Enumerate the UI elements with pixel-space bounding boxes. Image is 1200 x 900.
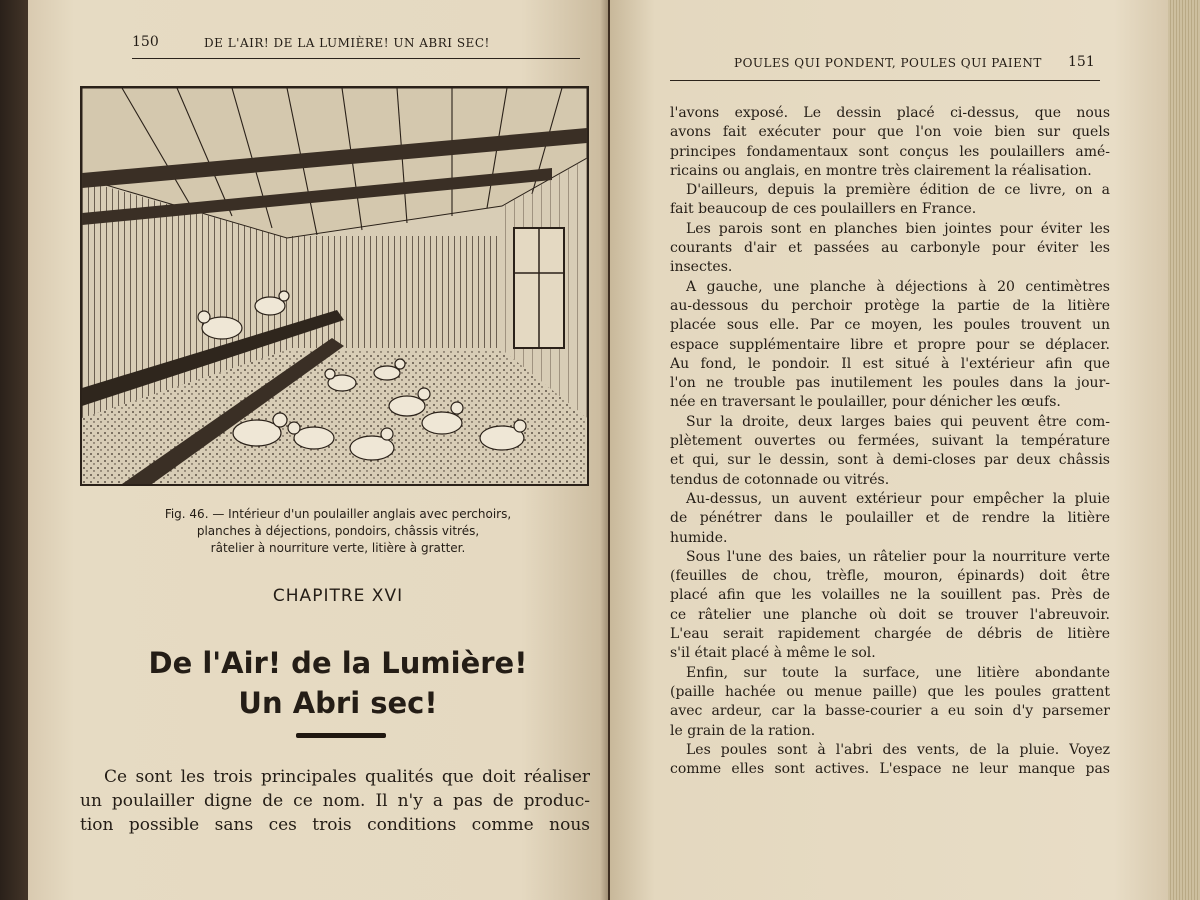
text-line: principes fondamentaux sont conçus les poulaillers amé- xyxy=(670,143,1110,160)
text-line: courants d'air et passées au carbonyle pour éviter les xyxy=(670,240,1110,257)
right-page xyxy=(610,0,1170,900)
text-line: ce râtelier une planche où doit se trouver l'abreuvoir. xyxy=(670,606,1110,623)
text-line: humide. xyxy=(670,529,728,546)
text-line: fait beaucoup de ces poulaillers en France. xyxy=(670,201,977,218)
text-line: Ce sont les trois principales qualités que doit réaliser xyxy=(104,767,590,787)
text-line: ricains ou anglais, en montre très clairement la réalisation. xyxy=(670,162,1092,179)
chapter-label: CHAPITRE XVI xyxy=(272,586,404,606)
text-line: un poulailler digne de ce nom. Il n'y a pas de produc- xyxy=(80,791,590,811)
text-line: l'avons exposé. Le dessin placé ci-dessus, que nous xyxy=(670,105,1110,121)
caption-line: planches à déjections, pondoirs, châssis vitrés, xyxy=(196,524,480,538)
text-line: Les poules sont à l'abri des vents, de la pluie. Voyez xyxy=(686,741,1110,758)
text-line: plètement ouvertes ou fermées, suivant la température xyxy=(670,433,1110,450)
text-line: de pénétrer dans le poulailler et de rendre la litière xyxy=(670,510,1110,527)
title-line: Un Abri sec! xyxy=(238,686,438,720)
text-line: Sur la droite, deux larges baies qui peuvent être com- xyxy=(686,413,1110,430)
henhouse-illustration xyxy=(82,88,587,484)
left-page xyxy=(28,0,608,900)
text-line: insectes. xyxy=(670,259,733,276)
text-line: avons fait exécuter pour que l'on voie bien sur quels xyxy=(670,124,1110,141)
caption-line: Fig. 46. — Intérieur d'un poulailler anglais avec perchoirs, xyxy=(164,507,512,521)
body-text-right xyxy=(670,104,1110,779)
ornamental-rule xyxy=(296,733,386,738)
header-rule-right xyxy=(670,80,1100,81)
text-line: s'il était placé à même le sol. xyxy=(670,645,876,662)
title-line: De l'Air! de la Lumière! xyxy=(148,646,528,680)
text-line: Sous l'une des baies, un râtelier pour la nourriture verte xyxy=(686,548,1110,565)
henhouse-engraving xyxy=(80,86,589,486)
running-head-left: DE L'AIR! DE LA LUMIÈRE! UN ABRI SEC! xyxy=(204,36,490,50)
caption-line: râtelier à nourriture verte, litière à gratter. xyxy=(210,541,466,555)
page-number-right: 151 xyxy=(1068,54,1095,70)
text-line: tion possible sans ces trois conditions comme nous xyxy=(80,815,590,835)
text-line: espace supplémentaire libre et propre pour se déplacer. xyxy=(670,336,1110,353)
body-text-left xyxy=(80,765,590,837)
text-line: l'on ne trouble pas inutilement les poules dans la jour- xyxy=(670,375,1110,392)
text-line: Au-dessus, un auvent extérieur pour empêcher la pluie xyxy=(686,490,1110,507)
text-line: L'eau serait rapidement chargée de débris de litière xyxy=(670,626,1110,643)
text-line: Les parois sont en planches bien jointes pour éviter les xyxy=(686,220,1110,237)
header-rule-left xyxy=(132,58,580,59)
text-line: D'ailleurs, depuis la première édition de ce livre, on a xyxy=(686,182,1110,199)
page-block-edge xyxy=(1168,0,1200,900)
text-line: A gauche, une planche à déjections à 20 centimètres xyxy=(686,278,1110,295)
text-line: et qui, sur le dessin, sont à demi-closes par deux châssis xyxy=(670,452,1110,469)
text-line: le grain de la ration. xyxy=(670,722,816,739)
text-line: comme elles sont actives. L'espace ne leur manque pas xyxy=(670,761,1110,778)
running-head-right: POULES QUI PONDENT, POULES QUI PAIENT xyxy=(734,56,1042,70)
text-line: au-dessous du perchoir protège la partie de la litière xyxy=(670,297,1110,314)
text-line: née en traversant le poulailler, pour dénicher les œufs. xyxy=(670,394,1061,411)
text-line: avec ardeur, car la basse-courier a eu soin d'y parsemer xyxy=(670,703,1110,720)
text-line: (feuilles de chou, trèfle, mouron, épinards) doit être xyxy=(670,568,1110,585)
text-line: Enfin, sur toute la surface, une litière abondante xyxy=(686,664,1110,681)
text-line: tendus de cotonnade ou vitrés. xyxy=(670,471,890,488)
text-line: placé afin que les volailles ne la souillent pas. Près de xyxy=(670,587,1110,604)
text-line: (paille hachée ou menue paille) que les poules grattent xyxy=(670,683,1110,700)
figure-caption xyxy=(88,506,588,557)
text-line: Au fond, le pondoir. Il est situé à l'extérieur afin que xyxy=(670,355,1110,372)
text-line: placée sous elle. Par ce moyen, les poules trouvent un xyxy=(670,317,1110,334)
page-number-left: 150 xyxy=(132,34,159,50)
chapter-title xyxy=(88,643,588,723)
